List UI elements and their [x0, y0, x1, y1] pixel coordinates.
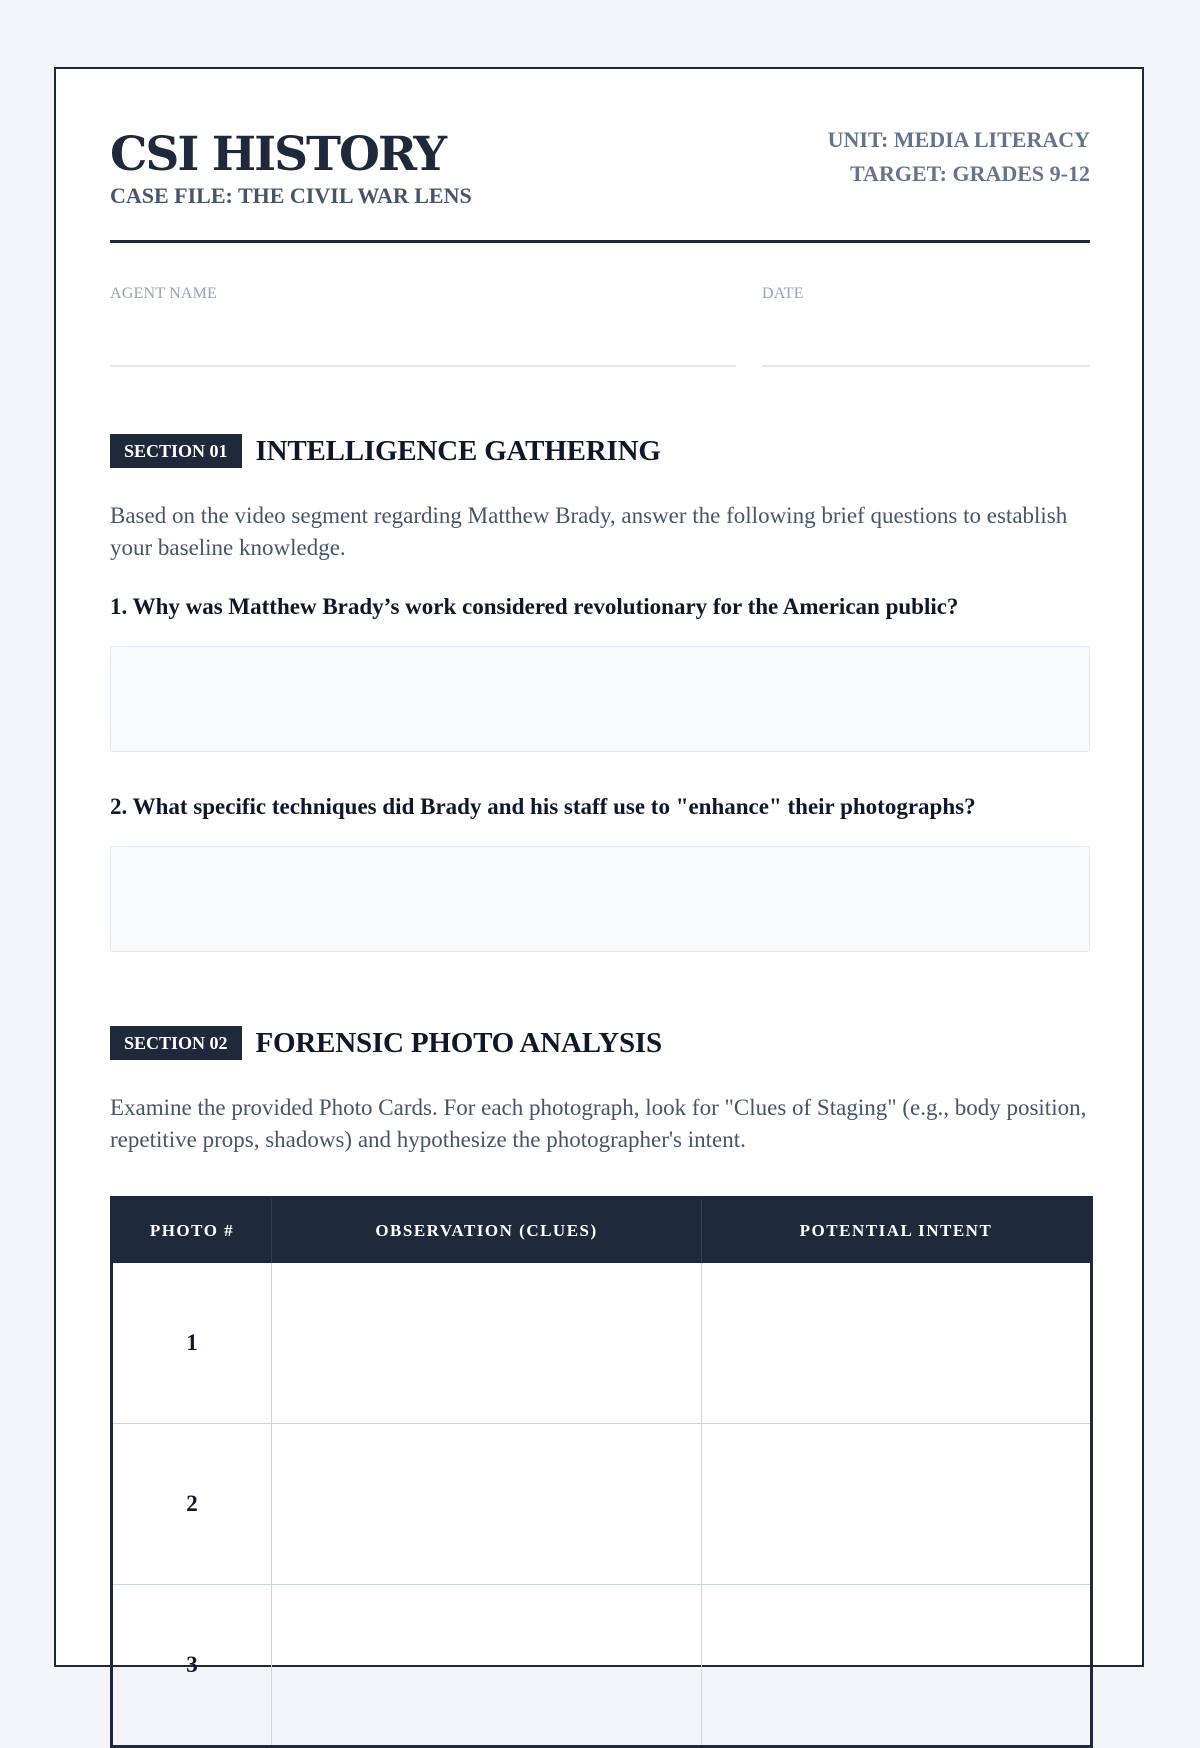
section-02-title: FORENSIC PHOTO ANALYSIS: [255, 1026, 662, 1059]
unit-meta: [828, 123, 1090, 191]
student-info-fields: [110, 243, 1090, 368]
observation-cell[interactable]: [272, 1585, 702, 1747]
photo-analysis-table: [110, 1196, 1093, 1748]
section-01-title: INTELLIGENCE GATHERING: [255, 434, 661, 467]
observation-cell[interactable]: [272, 1263, 702, 1424]
unit-label: UNIT: MEDIA LITERACY: [827, 127, 1090, 152]
agent-name-line[interactable]: [110, 365, 736, 367]
question-2: 2. What specific techniques did Brady and his staff use to "enhance" their photographs?: [110, 794, 976, 819]
photo-number-cell: 2: [112, 1424, 272, 1585]
observation-cell[interactable]: [272, 1424, 702, 1585]
table-row: [112, 1585, 1092, 1747]
section-02-intro: Examine the provided Photo Cards. For each photograph, look for "Clues of Staging" (e.g., body position, repetitive props, shadows) and hypothesize the photographer's intent.: [110, 1095, 1087, 1152]
section-01-intro: Based on the video segment regarding Matthew Brady, answer the following brief questions to establish your baseline knowledge.: [110, 503, 1068, 560]
photo-number-cell: 1: [112, 1263, 272, 1424]
section-02-header: [110, 1026, 662, 1060]
section-01-header: [110, 434, 661, 468]
column-header-photo-number: PHOTO #: [112, 1198, 272, 1264]
worksheet-content: [110, 69, 1090, 1677]
worksheet-header: [110, 69, 1090, 243]
target-label: TARGET: GRADES 9-12: [850, 161, 1090, 186]
table-row: [112, 1424, 1092, 1585]
section-02-badge: SECTION 02: [110, 1026, 242, 1060]
table-row: [112, 1263, 1092, 1424]
intent-cell[interactable]: [702, 1585, 1092, 1747]
column-header-potential-intent: POTENTIAL INTENT: [702, 1198, 1092, 1264]
worksheet-page: [54, 67, 1144, 1677]
date-field[interactable]: [762, 285, 1090, 303]
date-line[interactable]: [762, 365, 1090, 367]
date-label: DATE: [762, 285, 804, 302]
intent-cell[interactable]: [702, 1424, 1092, 1585]
answer-box-1[interactable]: [110, 646, 1090, 752]
agent-name-label: AGENT NAME: [110, 285, 218, 302]
question-1: 1. Why was Matthew Brady’s work considered revolutionary for the American public?: [110, 594, 959, 619]
agent-name-field[interactable]: [110, 285, 736, 303]
section-01-badge: SECTION 01: [110, 434, 242, 468]
worksheet-title: CSI HISTORY: [110, 127, 446, 182]
table-header-row: [112, 1198, 1092, 1264]
answer-box-2[interactable]: [110, 846, 1090, 952]
intent-cell[interactable]: [702, 1263, 1092, 1424]
column-header-observation: OBSERVATION (CLUES): [272, 1198, 702, 1264]
photo-number-cell: 3: [112, 1585, 272, 1747]
case-file-subtitle: CASE FILE: THE CIVIL WAR LENS: [110, 183, 472, 208]
